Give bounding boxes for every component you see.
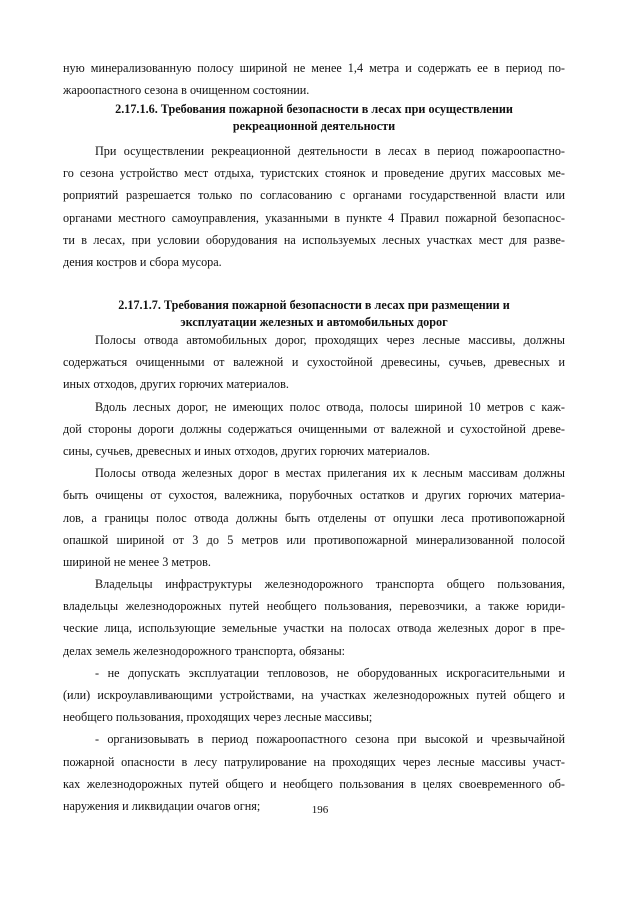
text-line: пожарной опасности в лесу патрулирование на проходящих через лесные массивы участ- xyxy=(63,754,565,769)
text-line: шириной не менее 3 метров. xyxy=(63,554,211,569)
text-line: необщего пользования, проходящих через лесные массивы; xyxy=(63,710,373,725)
paragraph xyxy=(63,573,565,662)
text-line: дой стороны дороги должны содержаться очищенными от валежной и сухостойной древе- xyxy=(63,421,565,436)
heading-line: 2.17.1.7. Требования пожарной безопасности в лесах при размещении и xyxy=(118,298,510,312)
paragraph xyxy=(63,662,565,729)
section-heading-2-17-1-7 xyxy=(63,297,565,331)
text-line: Полосы отвода автомобильных дорог, проходящих через лесные массивы, должны xyxy=(95,333,565,347)
text-line: ках железнодорожных путей общего и необщего пользования в целях своевременного об- xyxy=(63,776,565,791)
heading-line: рекреационной деятельности xyxy=(232,119,396,133)
text-line: ти в лесах, при условии оборудования на используемых лесных участках мест для разве- xyxy=(63,232,565,247)
text-line: ную минерализованную полосу шириной не менее 1,4 метра и содержать ее в период по- xyxy=(63,61,565,75)
text-line: ческие лица, использующие земельные участки на полосах отвода железных дорог в пре- xyxy=(63,621,565,636)
section-2-body xyxy=(63,329,565,817)
section-1-paragraph xyxy=(63,140,565,273)
text-line: роприятий разрешается только по согласованию с органами государственной власти или xyxy=(63,188,565,203)
text-line: содержаться очищенными от валежной и сухостойной древесины, сучьев, древесных и xyxy=(63,355,565,370)
text-line: иных отходов, других горючих материалов. xyxy=(63,377,289,392)
text-line: При осуществлении рекреационной деятельности в лесах в период пожароопастно- xyxy=(95,144,565,158)
text-line: (или) искроулавливающими устройствами, на участках железнодорожных путей общего и xyxy=(63,688,565,702)
heading-line: эксплуатации железных и автомобильных дорог xyxy=(180,315,448,329)
paragraph xyxy=(63,396,565,463)
top-paragraph xyxy=(63,57,565,101)
text-line: - не допускать эксплуатации тепловозов, не оборудованных искрогасительными и xyxy=(95,665,565,680)
text-line: го сезона устройство мест отдыха, туристских стоянок и проведение других массовых ме- xyxy=(63,166,565,181)
text-line: лов, а границы полос отвода должны быть отделены от опушки леса противопожарной xyxy=(63,510,565,525)
heading-line: 2.17.1.6. Требования пожарной безопасности в лесах при осуществлении xyxy=(115,102,513,116)
page-number: 196 xyxy=(311,804,329,816)
section-heading-2-17-1-6 xyxy=(63,101,565,135)
text-line: опашкой шириной от 3 до 5 метров или противопожарной минерализованной полосой xyxy=(63,532,565,547)
text-line: органами местного самоуправления, указанными в пункте 4 Правил пожарной безопаснос- xyxy=(63,210,565,225)
text-line: дения костров и сбора мусора. xyxy=(63,254,222,269)
text-line: жароопастного сезона в очищенном состоянии. xyxy=(63,83,310,98)
text-line: быть очищены от сухостоя, валежника, порубочных остатков и других горючих материа- xyxy=(63,488,565,503)
text-line: Полосы отвода железных дорог в местах прилегания их к лесным массивам должны xyxy=(95,466,565,481)
text-line: Вдоль лесных дорог, не имеющих полос отвода, полосы шириной 10 метров с каж- xyxy=(95,399,565,414)
text-line: наружения и ликвидации очагов огня; xyxy=(63,798,261,813)
paragraph xyxy=(63,329,565,396)
text-line: Владельцы инфраструктуры железнодорожного транспорта общего пользования, xyxy=(95,577,565,592)
text-line: сины, сучьев, древесных и иных отходов, других горючих материалов. xyxy=(63,443,430,458)
text-line: владельцы железнодорожных путей необщего пользования, перевозчики, а также юриди- xyxy=(63,599,565,614)
text-line: - организовывать в период пожароопастного сезона при высокой и чрезвычайной xyxy=(95,732,565,747)
paragraph xyxy=(63,462,565,573)
text-line: делах земель железнодорожного транспорта, обязаны: xyxy=(63,643,346,658)
